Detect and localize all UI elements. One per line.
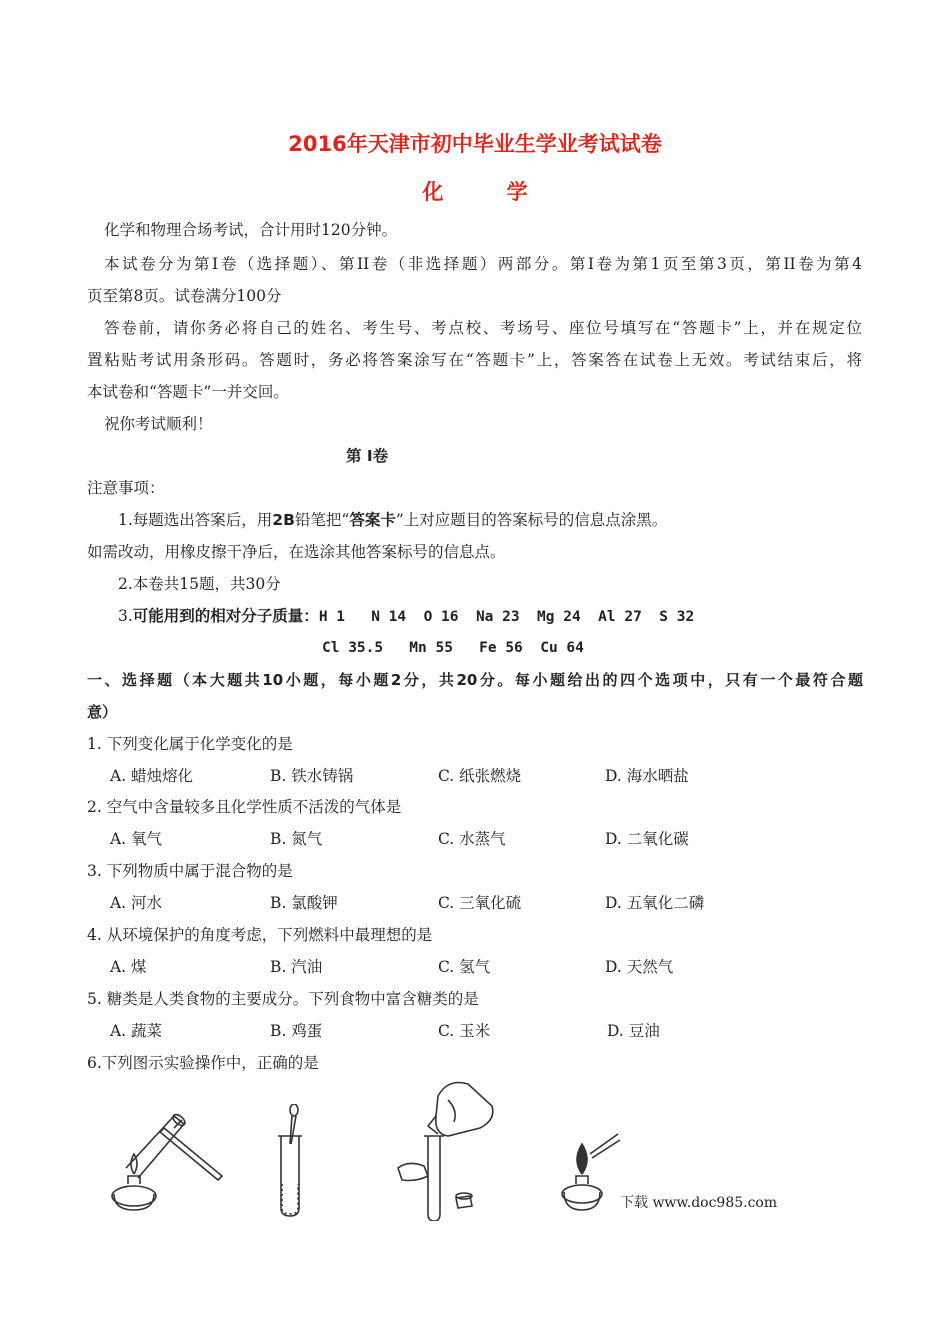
question-3-option-b: B. 氯酸钾 (270, 894, 338, 912)
note-3 (118, 606, 694, 627)
question-3-option-c: C. 三氧化硫 (438, 894, 522, 912)
question-2-stem: 2. 空气中含量较多且化学性质不活泼的气体是 (87, 798, 402, 816)
question-4-option-a: A. 煤 (110, 958, 147, 976)
question-1-option-c: C. 纸张燃烧 (438, 767, 522, 785)
subject-title: 化 学 (422, 180, 556, 204)
intro-line-6: 本试卷和“答题卡”一并交回。 (87, 383, 289, 401)
note-1a-mid: 铅笔把“ (294, 511, 350, 529)
intro-line-2: 本试卷分为第I卷（选择题）、第II卷（非选择题）两部分。第I卷为第1页至第3页，第II卷为第4 (104, 255, 862, 273)
intro-line-3: 页至第8页。试卷满分100分 (87, 287, 282, 305)
question-1-option-d: D. 海水晒盐 (605, 767, 689, 785)
note-1a-post: ”上对应题目的答案标号的信息点涂黑。 (395, 511, 668, 529)
question-1-option-b: B. 铁水铸锅 (270, 767, 354, 785)
question-3-stem: 3. 下列物质中属于混合物的是 (87, 862, 293, 880)
footer-watermark-text: 下载 www.doc985.com (620, 1195, 778, 1211)
intro-line-7: 祝你考试顺利！ (104, 415, 213, 433)
question-6-stem: 6.下列图示实验操作中，正确的是 (87, 1054, 319, 1072)
note-3-bold: 可能用到的相对分子质量： (132, 607, 319, 625)
intro-line-5: 置粘贴考试用条形码。答题时，务必将答案涂写在“答题卡”上，答案答在试卷上无效。考试结束后，将 (87, 351, 862, 369)
note-1b: 如需改动，用橡皮擦干净后，在选涂其他答案标号的信息点。 (87, 543, 506, 561)
exam-title: 2016年天津市初中毕业生学业考试试卷 (288, 132, 662, 156)
question-1-stem: 1. 下列变化属于化学变化的是 (87, 735, 293, 753)
note-3-values: H 1 N 14 O 16 Na 23 Mg 24 Al 27 S 32 (318, 609, 695, 625)
note-1a-bold2: 答案卡 (349, 511, 396, 529)
note-1a (118, 510, 667, 530)
section1-line-2: 意） (87, 703, 118, 721)
question-4-option-d: D. 天然气 (605, 958, 674, 976)
question-5-option-b: B. 鸡蛋 (270, 1022, 323, 1040)
part1-heading: 第 I卷 (346, 447, 389, 465)
note-1a-pre: 1.每题选出答案后，用 (118, 511, 273, 529)
question-4-option-b: B. 汽油 (270, 958, 323, 976)
question-2-option-a: A. 氧气 (110, 830, 163, 848)
question-5-option-d: D. 豆油 (607, 1022, 660, 1040)
intro-line-4: 答卷前，请你务必将自己的姓名、考生号、考点校、考场号、座位号填写在“答题卡”上，并在规定位 (104, 319, 862, 337)
note-2: 2.本卷共15题，共30分 (118, 575, 281, 593)
question-2-option-d: D. 二氧化碳 (605, 830, 689, 848)
question-3-option-d: D. 五氧化二磷 (605, 894, 705, 912)
figure-b-dropper-test-tube (272, 1104, 312, 1219)
figure-a-heating-test-tube (104, 1098, 229, 1213)
question-4-stem: 4. 从环境保护的角度考虑，下列燃料中最理想的是 (87, 926, 433, 944)
question-5-option-c: C. 玉米 (438, 1022, 491, 1040)
question-2-option-c: C. 水蒸气 (438, 830, 506, 848)
figure-c-pouring-liquid (388, 1076, 503, 1221)
notes-heading: 注意事项： (87, 479, 165, 497)
question-2-option-b: B. 氮气 (270, 830, 323, 848)
note-1a-bold1: 2B (272, 511, 295, 529)
question-5-stem: 5. 糖类是人类食物的主要成分。下列食物中富含糖类的是 (87, 990, 479, 1008)
question-3-option-a: A. 河水 (110, 894, 163, 912)
intro-line-1: 化学和物理合场考试，合计用时120分钟。 (104, 221, 398, 239)
figure-d-alcohol-lamp (552, 1130, 622, 1215)
question-5-option-a: A. 蔬菜 (110, 1022, 163, 1040)
section1-line-1: 一、选择题（本大题共10小题，每小题2分，共20分。每小题给出的四个选项中，只有一个最符合题 (87, 671, 863, 689)
note-3-values-2: Cl 35.5 Mn 55 Fe 56 Cu 64 (322, 640, 584, 656)
question-4-option-c: C. 氢气 (438, 958, 491, 976)
question-1-option-a: A. 蜡烛熔化 (110, 767, 194, 785)
note-3-label: 3. (118, 607, 133, 625)
